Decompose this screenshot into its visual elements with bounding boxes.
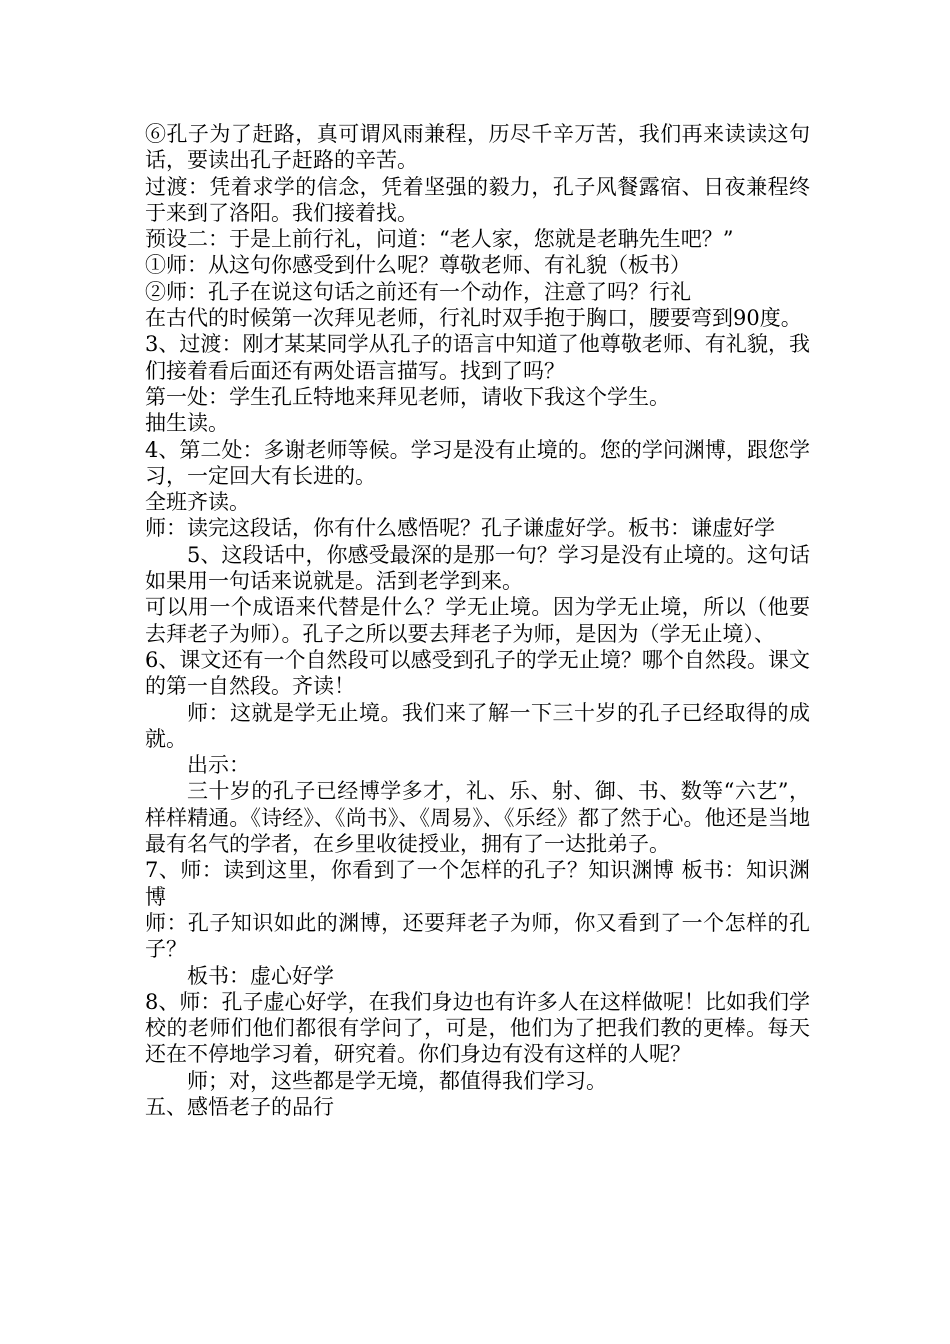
paragraph: 师：这就是学无止境。我们来了解一下三十岁的孔子已经取得的成就。 <box>145 700 810 751</box>
paragraph: 师；对，这些都是学无境，都值得我们学习。 <box>187 1068 607 1093</box>
paragraph: 师：读完这段话，你有什么感悟呢？孔子谦虚好学。板书：谦虚好学 <box>145 516 775 541</box>
paragraph: 三十岁的孔子已经博学多才，礼、乐、射、御、书、数等“六艺”，样样精通。《诗经》、《尚书》、《周易》、《乐经》都了然于心。他还是当地最有名气的学者，在乡里收徒授业，拥有了一达批弟子。 <box>145 779 810 857</box>
paragraph: 5、这段话中，你感受最深的是那一句？学习是没有止境的。这句话如果用一句话来说就是。活到老学到来。 <box>145 542 810 594</box>
paragraph: 4、第二处：多谢老师等候。学习是没有止境的。您的学问渊博，跟您学习，一定回大有长进的。 <box>145 437 810 488</box>
paragraph: 五、感悟老子的品行 <box>145 1094 334 1119</box>
paragraph: ②师：孔子在说这句话之前还有一个动作，注意了吗？行礼 <box>145 279 691 304</box>
paragraph: 3、过渡：刚才某某同学从孔子的语言中知道了他尊敬老师、有礼貌，我们接着看后面还有两处语言描写。找到了吗？ <box>145 332 810 383</box>
paragraph: 7、师：读到这里，你看到了一个怎样的孔子？知识渊博 板书：知识渊博 <box>145 858 810 909</box>
paragraph: 可以用一个成语来代替是什么？学无止境。因为学无止境，所以（他要去拜老子为师）。孔子之所以要去拜老子为师，是因为（学无止境）、 <box>145 595 810 646</box>
paragraph: 6、课文还有一个自然段可以感受到孔子的学无止境？哪个自然段。课文的第一自然段。齐读！ <box>145 647 810 699</box>
paragraph: 师：孔子知识如此的渊博，还要拜老子为师，你又看到了一个怎样的孔子？ <box>145 910 810 962</box>
paragraph: 过渡：凭着求学的信念，凭着坚强的毅力，孔子风餐露宿、日夜兼程终于来到了洛阳。我们接着找。 <box>145 174 810 225</box>
paragraph: 第一处：学生孔丘特地来拜见老师，请收下我这个学生。 <box>145 384 670 409</box>
paragraph: 全班齐读。 <box>145 490 250 515</box>
paragraph: ⑥孔子为了赶路，真可谓风雨兼程，历尽千辛万苦，我们再来读读这句话，要读出孔子赶路的辛苦。 <box>145 122 810 173</box>
paragraph: 出示： <box>187 753 250 778</box>
paragraph: 8、师：孔子虚心好学，在我们身边也有许多人在这样做呢！比如我们学校的老师们他们都很有学问了，可是，他们为了把我们教的更棒。每天还在不停地学习着，研究着。你们身边有没有这样的人呢？ <box>145 989 810 1067</box>
paragraph: 预设二：于是上前行礼，问道：“老人家，您就是老聃先生吧？” <box>145 227 734 252</box>
document-body <box>145 121 810 1120</box>
paragraph: 在古代的时候第一次拜见老师，行礼时双手抱于胸口，腰要弯到90度。 <box>145 306 802 331</box>
paragraph: 板书：虚心好学 <box>187 963 334 988</box>
paragraph: ①师：从这句你感受到什么呢？尊敬老师、有礼貌（板书） <box>145 253 691 278</box>
paragraph: 抽生读。 <box>145 411 229 436</box>
